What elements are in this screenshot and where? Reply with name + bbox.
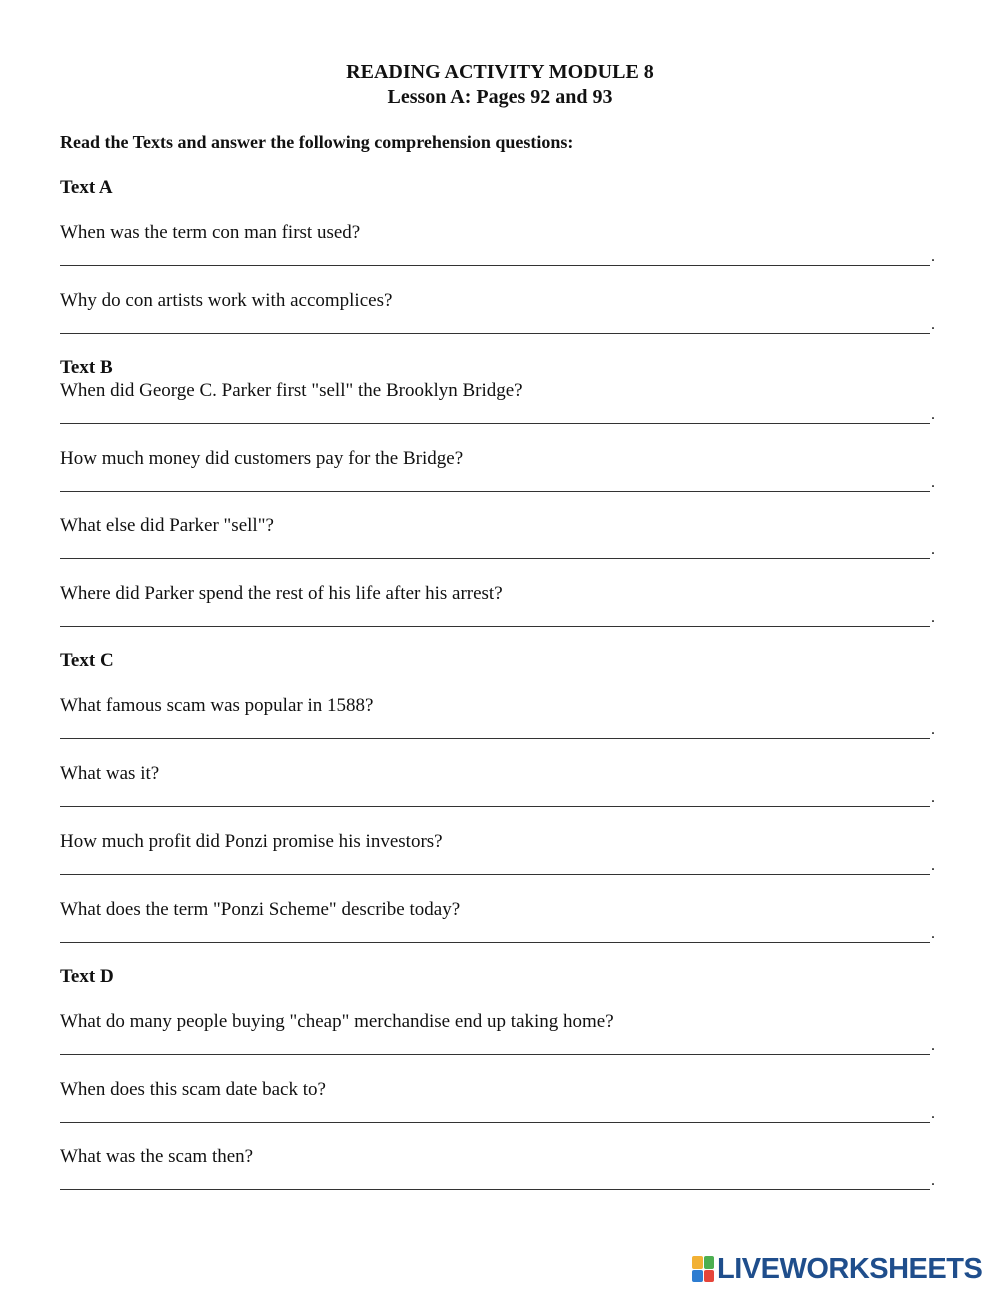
answer-line-12	[60, 1122, 930, 1123]
line-end-period: .	[931, 474, 935, 491]
worksheet-subtitle: Lesson A: Pages 92 and 93	[387, 86, 613, 108]
answer-field-11[interactable]	[62, 1032, 928, 1054]
liveworksheets-brand[interactable]	[692, 1254, 982, 1284]
question-9: How much profit did Ponzi promise his investors?	[60, 831, 443, 852]
line-end-period: .	[931, 609, 935, 626]
answer-field-5[interactable]	[62, 536, 928, 558]
answer-line-4	[60, 491, 930, 492]
answer-line-6	[60, 626, 930, 627]
answer-line-2	[60, 333, 930, 334]
question-11: What do many people buying "cheap" merchandise end up taking home?	[60, 1011, 614, 1032]
line-end-period: .	[931, 316, 935, 333]
answer-line-11	[60, 1054, 930, 1055]
question-8: What was it?	[60, 763, 160, 784]
line-end-period: .	[931, 1037, 935, 1054]
answer-field-1[interactable]	[62, 243, 928, 265]
line-end-period: .	[931, 789, 935, 806]
worksheet-title: READING ACTIVITY MODULE 8	[346, 61, 654, 83]
line-end-period: .	[931, 541, 935, 558]
question-10: What does the term "Ponzi Scheme" describe today?	[60, 899, 461, 920]
answer-field-8[interactable]	[62, 784, 928, 806]
question-12: When does this scam date back to?	[60, 1079, 326, 1100]
logo-block-red	[704, 1270, 715, 1283]
answer-field-3[interactable]	[62, 401, 928, 423]
question-5: What else did Parker "sell"?	[60, 515, 274, 536]
answer-field-12[interactable]	[62, 1100, 928, 1122]
line-end-period: .	[931, 1105, 935, 1122]
answer-field-13[interactable]	[62, 1167, 928, 1189]
answer-field-10[interactable]	[62, 920, 928, 942]
section-heading-text-c: Text C	[60, 650, 114, 671]
question-6: Where did Parker spend the rest of his life after his arrest?	[60, 583, 503, 604]
answer-line-1	[60, 265, 930, 266]
logo-block-yellow	[692, 1256, 703, 1269]
line-end-period: .	[931, 925, 935, 942]
answer-line-7	[60, 738, 930, 739]
answer-line-8	[60, 806, 930, 807]
logo-block-blue	[692, 1270, 703, 1283]
answer-field-4[interactable]	[62, 469, 928, 491]
logo-block-green	[704, 1256, 715, 1269]
line-end-period: .	[931, 406, 935, 423]
answer-line-10	[60, 942, 930, 943]
line-end-period: .	[931, 1172, 935, 1189]
answer-line-13	[60, 1189, 930, 1190]
question-2: Why do con artists work with accomplices?	[60, 290, 393, 311]
question-13: What was the scam then?	[60, 1146, 254, 1167]
answer-field-9[interactable]	[62, 852, 928, 874]
line-end-period: .	[931, 248, 935, 265]
answer-field-7[interactable]	[62, 716, 928, 738]
answer-line-9	[60, 874, 930, 875]
instructions: Read the Texts and answer the following comprehension questions:	[60, 132, 574, 152]
section-heading-text-b: Text B	[60, 357, 113, 378]
line-end-period: .	[931, 857, 935, 874]
question-1: When was the term con man first used?	[60, 222, 361, 243]
question-4: How much money did customers pay for the Bridge?	[60, 448, 464, 469]
answer-field-2[interactable]	[62, 311, 928, 333]
answer-field-6[interactable]	[62, 604, 928, 626]
answer-line-3	[60, 423, 930, 424]
line-end-period: .	[931, 721, 935, 738]
answer-line-5	[60, 558, 930, 559]
question-3: When did George C. Parker first "sell" the Brooklyn Bridge?	[60, 380, 523, 401]
liveworksheets-logo-icon	[692, 1256, 714, 1282]
section-heading-text-a: Text A	[60, 177, 113, 198]
question-7: What famous scam was popular in 1588?	[60, 695, 374, 716]
section-heading-text-d: Text D	[60, 966, 114, 987]
brand-name: LIVEWORKSHEETS	[717, 1252, 983, 1285]
